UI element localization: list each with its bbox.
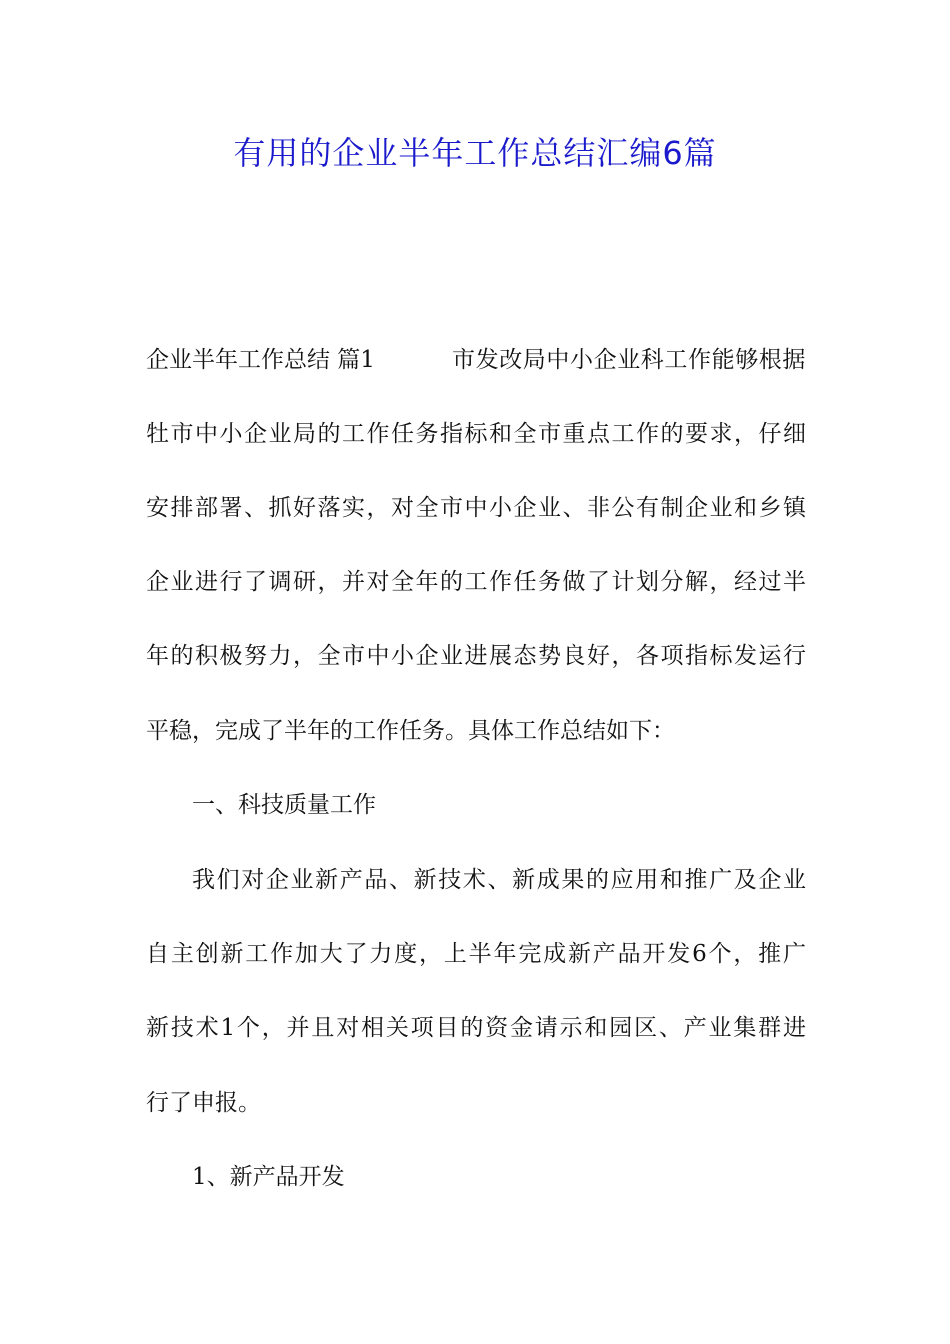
paragraph-line: 年的积极努力，全市中小企业进展态势良好，各项指标发运行 [146, 643, 806, 669]
paragraph-line: 安排部署、抓好落实，对全市中小企业、非公有制企业和乡镇 [146, 495, 806, 521]
paragraph-line: 平稳，完成了半年的工作任务。具体工作总结如下： [146, 718, 675, 744]
paragraph-line: 牡市中小企业局的工作任务指标和全市重点工作的要求，仔细 [146, 421, 806, 447]
paragraph-line: 自主创新工作加大了力度，上半年完成新产品开发6个，推广 [146, 941, 806, 967]
section-heading: 企业半年工作总结 篇1 [146, 347, 375, 373]
subsection-heading: 一、科技质量工作 [192, 792, 376, 818]
paragraph-line: 我们对企业新产品、新技术、新成果的应用和推广及企业 [192, 867, 806, 893]
paragraph-line: 企业进行了调研，并对全年的工作任务做了计划分解，经过半 [146, 569, 806, 595]
paragraph-line: 新技术1个，并且对相关项目的资金请示和园区、产业集群进 [146, 1015, 806, 1041]
document-title: 有用的企业半年工作总结汇编6篇 [233, 134, 717, 172]
subsection-heading: 1、新产品开发 [192, 1164, 345, 1190]
paragraph-line: 行了申报。 [146, 1090, 261, 1116]
paragraph-line [146, 340, 806, 380]
paragraph-text: 市发改局中小企业科工作能够根据 [452, 347, 806, 373]
